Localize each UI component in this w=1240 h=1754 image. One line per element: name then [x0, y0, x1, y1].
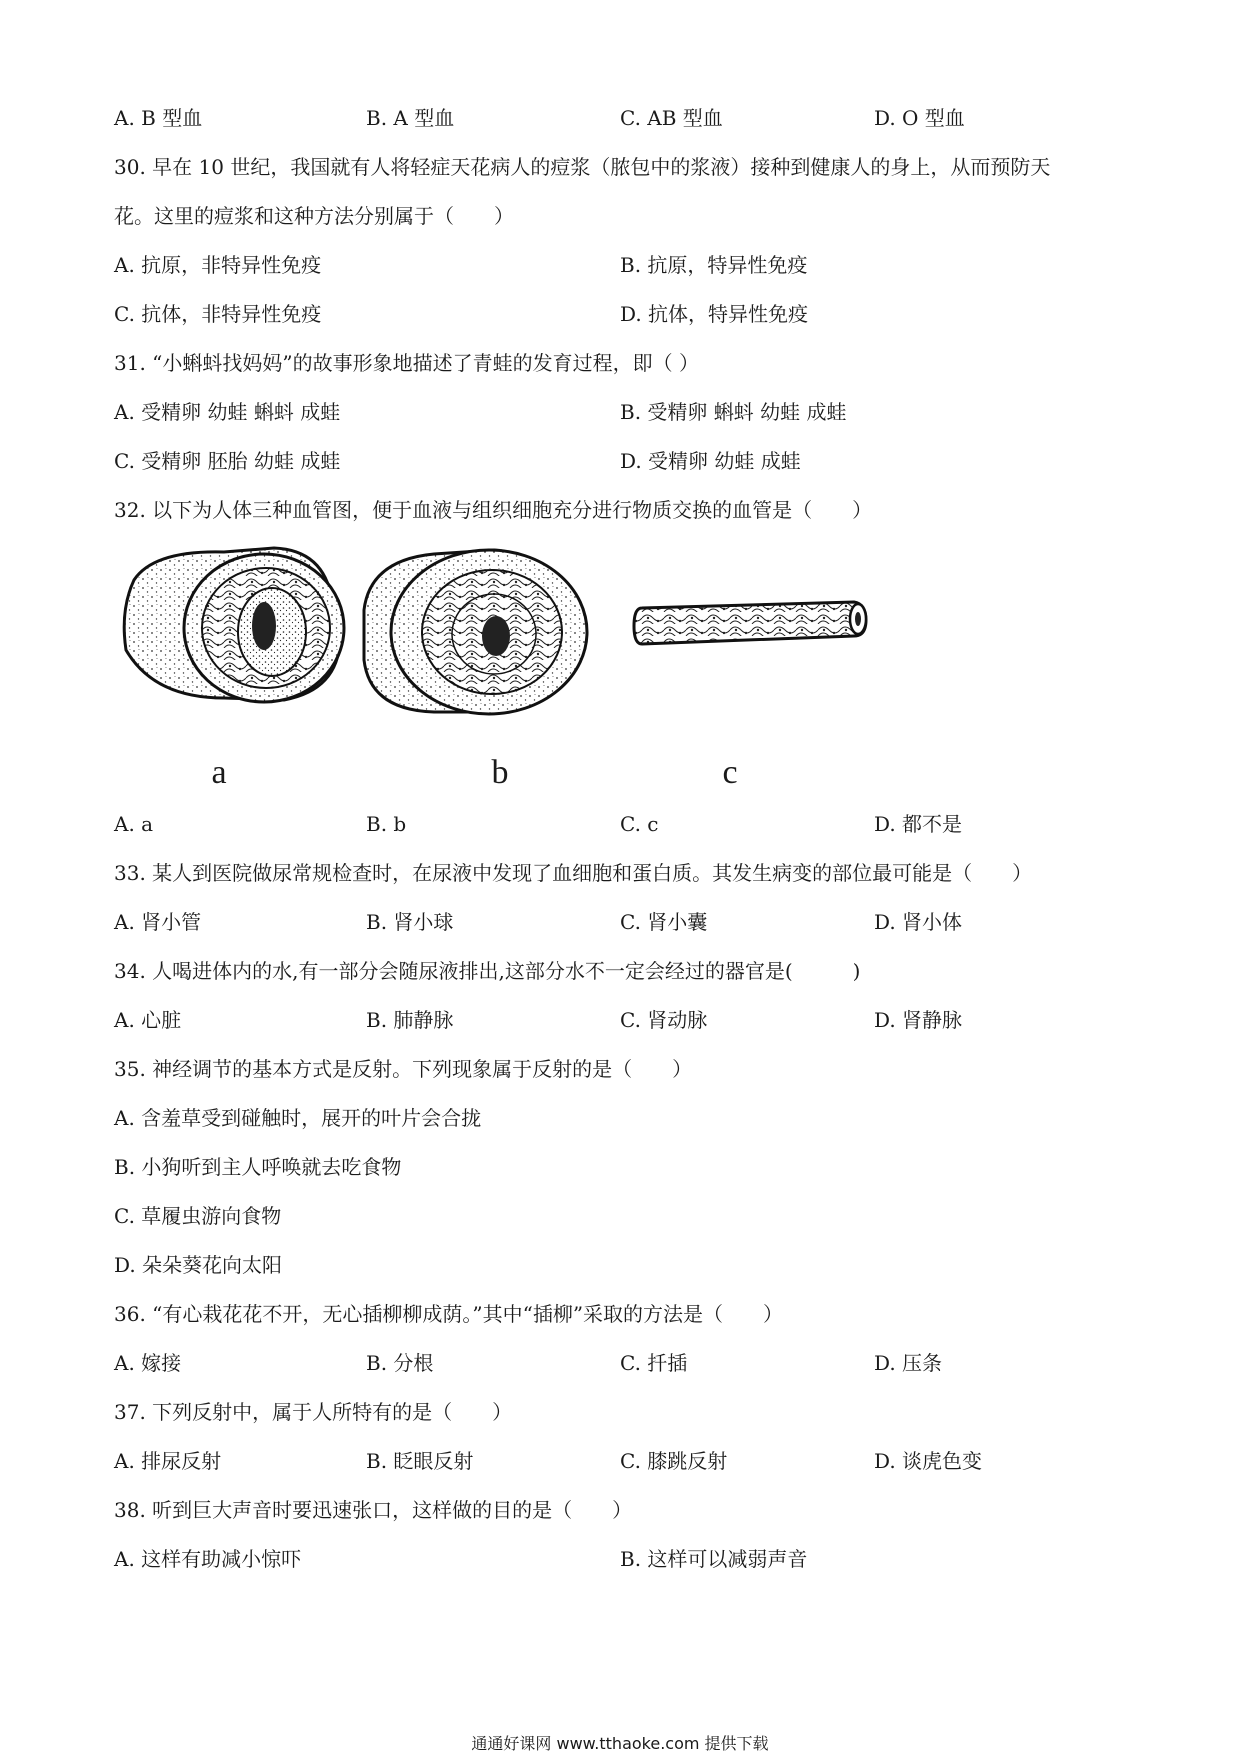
q29-option-d: D. O 型血: [874, 106, 965, 130]
q30-stem-line2: 花。这里的痘浆和这种方法分别属于（ ）: [114, 204, 514, 228]
q37-option-b: B. 眨眼反射: [366, 1449, 474, 1473]
q30-option-d: D. 抗体，特异性免疫: [620, 302, 809, 326]
q36-option-c: C. 扦插: [620, 1351, 688, 1375]
q34-option-d: D. 肾静脉: [874, 1008, 963, 1032]
q34-stem: 34. 人喝进体内的水,有一部分会随尿液排出,这部分水不一定会经过的器官是( ): [114, 959, 861, 983]
q32-stem: 32. 以下为人体三种血管图，便于血液与组织细胞充分进行物质交换的血管是（ ）: [114, 498, 873, 522]
q37-option-a: A. 排尿反射: [114, 1449, 222, 1473]
q35-stem: 35. 神经调节的基本方式是反射。下列现象属于反射的是（ ）: [114, 1057, 693, 1081]
q32-option-a: A. a: [114, 812, 154, 836]
q36-option-d: D. 压条: [874, 1351, 943, 1375]
q31-option-c: C. 受精卵 胚胎 幼蛙 成蛙: [114, 449, 341, 473]
q31-option-d: D. 受精卵 幼蛙 成蛙: [620, 449, 801, 473]
q30-option-c: C. 抗体，非特异性免疫: [114, 302, 322, 326]
q32-option-b: B. b: [366, 812, 407, 836]
q35-option-a: A. 含羞草受到碰触时，展开的叶片会合拢: [114, 1106, 482, 1130]
q33-option-c: C. 肾小囊: [620, 910, 708, 934]
q32-option-d: D. 都不是: [874, 812, 963, 836]
vessel-c-capillary-drawing: [634, 602, 866, 644]
q31-stem: 31. “小蝌蚪找妈妈”的故事形象地描述了青蛙的发育过程，即（ ）: [114, 351, 699, 375]
q35-option-d: D. 朵朵葵花向太阳: [114, 1253, 283, 1277]
vessel-b-artery-drawing: [364, 550, 587, 714]
q33-option-d: D. 肾小体: [874, 910, 963, 934]
q37-option-d: D. 谈虎色变: [874, 1449, 983, 1473]
q36-option-b: B. 分根: [366, 1351, 434, 1375]
q35-option-c: C. 草履虫游向食物: [114, 1204, 282, 1228]
q33-option-a: A. 肾小管: [114, 910, 202, 934]
blood-vessel-figure: [114, 540, 894, 790]
q36-stem: 36. “有心栽花花不开，无心插柳柳成荫。”其中“插柳”采取的方法是（ ）: [114, 1302, 784, 1326]
q37-option-c: C. 膝跳反射: [620, 1449, 728, 1473]
q34-option-c: C. 肾动脉: [620, 1008, 708, 1032]
q29-option-c: C. AB 型血: [620, 106, 723, 130]
q30-stem-line1: 30. 早在 10 世纪，我国就有人将轻症天花病人的痘浆（脓包中的浆液）接种到健康人的身上，从而预防天: [114, 155, 1051, 179]
page-footer: 通通好课网 www.tthaoke.com 提供下载: [471, 1734, 769, 1753]
vessel-label-a: a: [211, 754, 227, 790]
q34-option-b: B. 肺静脉: [366, 1008, 454, 1032]
blood-vessel-illustration: [114, 540, 894, 790]
q34-option-a: A. 心脏: [114, 1008, 182, 1032]
q33-stem: 33. 某人到医院做尿常规检查时，在尿液中发现了血细胞和蛋白质。其发生病变的部位最可能是（ ）: [114, 861, 1033, 885]
q38-option-b: B. 这样可以减弱声音: [620, 1547, 808, 1571]
q36-option-a: A. 嫁接: [114, 1351, 182, 1375]
q30-option-a: A. 抗原，非特异性免疫: [114, 253, 322, 277]
q30-option-b: B. 抗原，特异性免疫: [620, 253, 808, 277]
q29-option-b: B. A 型血: [366, 106, 455, 130]
q35-option-b: B. 小狗听到主人呼唤就去吃食物: [114, 1155, 402, 1179]
q31-option-b: B. 受精卵 蝌蚪 幼蛙 成蛙: [620, 400, 847, 424]
q38-option-a: A. 这样有助减小惊吓: [114, 1547, 302, 1571]
q32-option-c: C. c: [620, 812, 659, 836]
vessel-label-b: b: [491, 754, 509, 790]
q33-option-b: B. 肾小球: [366, 910, 454, 934]
q38-stem: 38. 听到巨大声音时要迅速张口，这样做的目的是（ ）: [114, 1498, 633, 1522]
vessel-label-c: c: [722, 754, 738, 790]
vessel-a-vein-drawing: [124, 548, 344, 702]
q31-option-a: A. 受精卵 幼蛙 蝌蚪 成蛙: [114, 400, 341, 424]
q29-option-a: A. B 型血: [114, 106, 203, 130]
q37-stem: 37. 下列反射中，属于人所特有的是（ ）: [114, 1400, 513, 1424]
